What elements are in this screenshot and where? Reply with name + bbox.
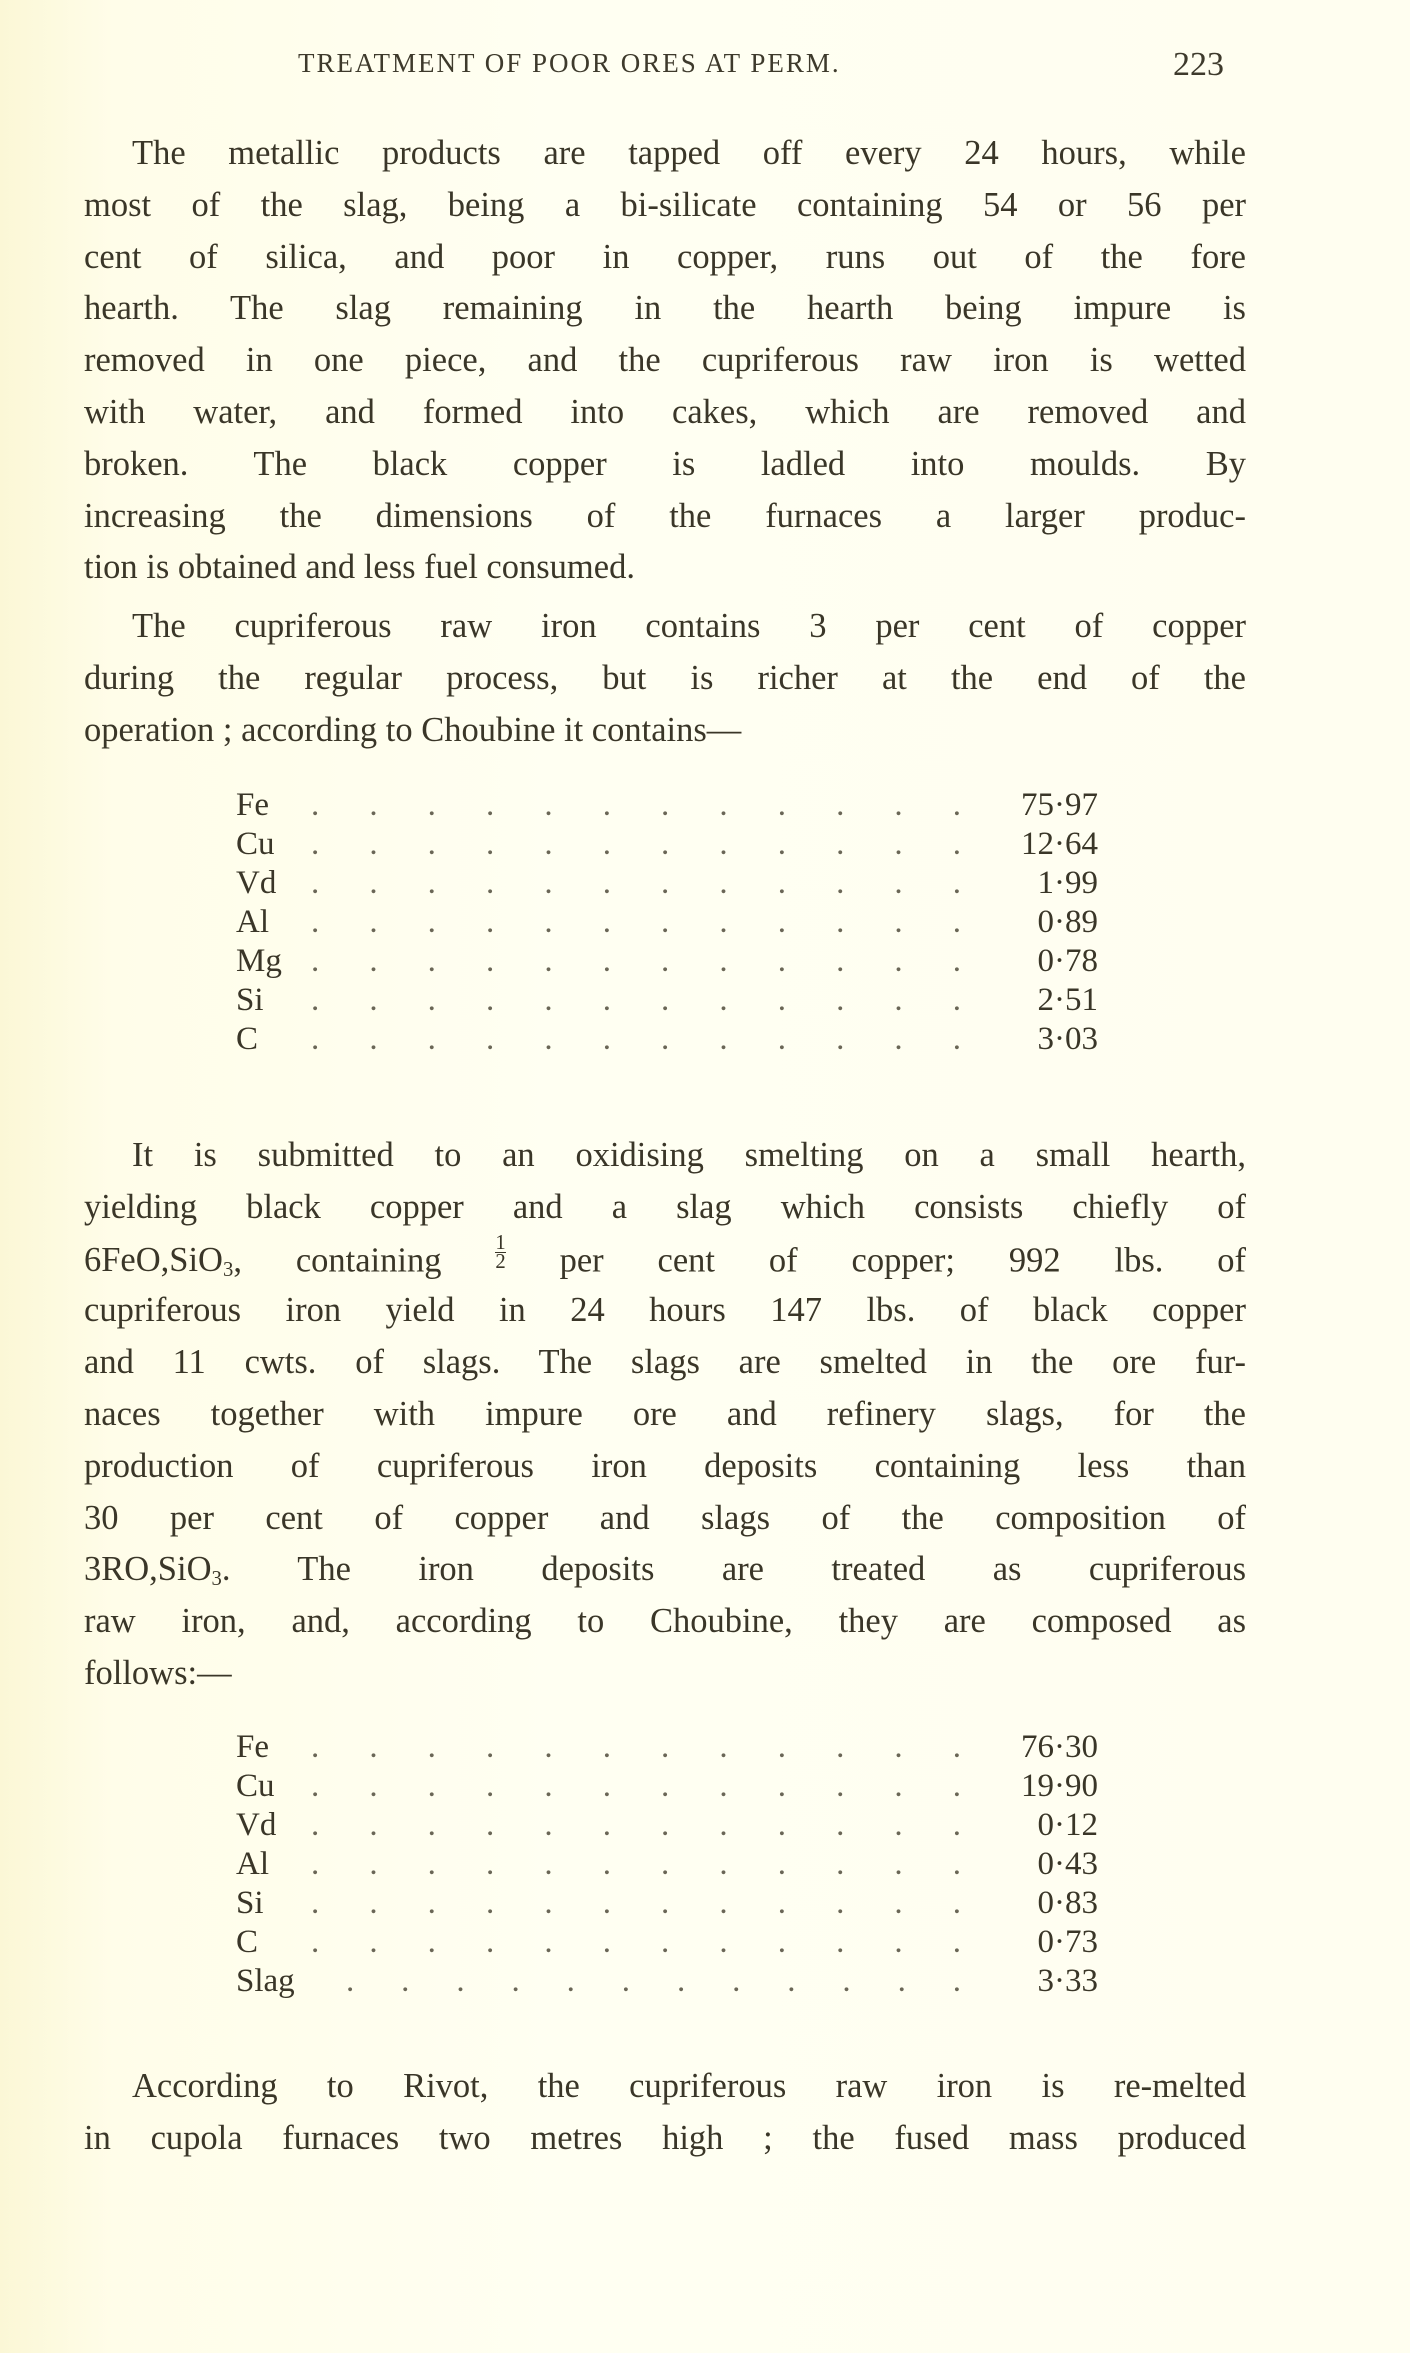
table-row xyxy=(236,942,1098,981)
element-value: 19·90 xyxy=(1021,1768,1098,1804)
running-title: TREATMENT OF POOR ORES AT PERM. xyxy=(298,48,841,78)
element-label: Cu xyxy=(236,1768,275,1804)
table-row xyxy=(236,1767,1098,1806)
element-value: 0·78 xyxy=(1037,943,1098,979)
text-line: hearth. The slag remaining in the hearth being impure is xyxy=(84,289,1246,328)
element-label: Cu xyxy=(236,826,275,862)
text-line: and 11 cwts. of slags. The slags are smelted in the ore fur- xyxy=(84,1343,1246,1382)
element-label: Si xyxy=(236,1885,264,1921)
fraction-one-half xyxy=(495,1231,506,1274)
text-line: broken. The black copper is ladled into moulds. By xyxy=(84,444,1246,483)
element-label: C xyxy=(236,1021,259,1057)
leader-dots: . . . . . . . . . . . . xyxy=(311,865,961,901)
element-value: 0·73 xyxy=(1037,1924,1098,1960)
text-line: yielding black copper and a slag which consists chiefly of xyxy=(84,1187,1246,1226)
leader-dots: . . . . . . . . . . . . xyxy=(311,1729,961,1765)
formula-3ro-sio3 xyxy=(84,1550,222,1591)
paragraph-1 xyxy=(84,128,1246,594)
table-row xyxy=(236,1728,1098,1767)
leader-dots: . . . . . . . . . . . . xyxy=(311,1846,961,1882)
text-line: production of cupriferous iron deposits containing less than xyxy=(84,1446,1246,1485)
leader-dots: . . . . . . . . . . . . xyxy=(311,1924,961,1960)
running-header xyxy=(0,48,1410,98)
element-label: Slag xyxy=(236,1963,295,1999)
table-row xyxy=(236,825,1098,864)
element-label: Si xyxy=(236,982,264,1018)
formula-subscript: 3 xyxy=(222,1259,234,1282)
text-line: in cupola furnaces two metres high ; the fused mass produced xyxy=(84,2118,1246,2157)
text-line: follows:— xyxy=(84,1653,232,1692)
leader-dots: . . . . . . . . . . . . xyxy=(311,943,961,979)
paragraph-4 xyxy=(84,2061,1246,2165)
element-value: 3·33 xyxy=(1037,1963,1098,1999)
element-label: C xyxy=(236,1924,259,1960)
text-line: operation ; according to Choubine it contains— xyxy=(84,710,742,749)
fraction-denominator: 2 xyxy=(495,1251,506,1274)
text-line: raw iron, and, according to Choubine, they are composed as xyxy=(84,1602,1246,1641)
element-value: 0·83 xyxy=(1037,1885,1098,1921)
table-row xyxy=(236,1845,1098,1884)
table-row xyxy=(236,786,1098,825)
element-label: Al xyxy=(236,904,269,940)
leader-dots: . . . . . . . . . . . . xyxy=(311,1768,961,1804)
table-row xyxy=(236,1884,1098,1923)
text-fragment: . The iron deposits are treated as cupriferous xyxy=(221,1550,1246,1589)
composition-table-raw-iron xyxy=(236,786,1098,1059)
text-line: According to Rivot, the cupriferous raw iron is re-melted xyxy=(132,2067,1246,2105)
table-row xyxy=(236,903,1098,942)
formula-text: 6FeO,SiO xyxy=(84,1241,223,1280)
text-line: naces together with impure ore and refinery slags, for the xyxy=(84,1394,1246,1433)
text-line: The cupriferous raw iron contains 3 per cent of copper xyxy=(132,607,1246,645)
leader-dots: . . . . . . . . . . . . xyxy=(311,904,961,940)
element-label: Vd xyxy=(236,1807,277,1843)
leader-dots: . . . . . . . . . . . . xyxy=(311,1807,961,1843)
table-row xyxy=(236,864,1098,903)
formula-text: 3RO,SiO xyxy=(84,1550,212,1589)
element-label: Vd xyxy=(236,865,277,901)
paragraph-3 xyxy=(84,1130,1246,1700)
text-line: The metallic products are tapped off every 24 hours, while xyxy=(132,134,1246,172)
paragraph-2 xyxy=(84,601,1246,756)
text-line: with water, and formed into cakes, which are removed and xyxy=(84,392,1246,431)
element-value: 76·30 xyxy=(1021,1729,1098,1765)
text-line: tion is obtained and less fuel consumed. xyxy=(84,548,635,587)
table-row xyxy=(236,1923,1098,1962)
table-row xyxy=(236,1806,1098,1845)
leader-dots: . . . . . . . . . . . . xyxy=(311,982,961,1018)
text-line: 30 per cent of copper and slags of the composition of xyxy=(84,1498,1246,1537)
formula-subscript: 3 xyxy=(211,1568,222,1591)
leader-dots: . . . . . . . . . . . . xyxy=(311,1021,961,1057)
leader-dots: . . . . . . . . . . . . xyxy=(311,826,961,862)
leader-dots: . . . . . . . . . . . . xyxy=(311,787,961,823)
leader-dots: . . . . . . . . . . . . xyxy=(311,1885,961,1921)
page-number: 223 xyxy=(1173,46,1224,83)
text-line: during the regular process, but is richer at the end of the xyxy=(84,658,1246,697)
table-row xyxy=(236,981,1098,1020)
text-line-formula xyxy=(84,1231,1247,1286)
text-line: cent of silica, and poor in copper, runs out of the fore xyxy=(84,237,1246,276)
table-row xyxy=(236,1020,1098,1059)
leader-dots: . . . . . . . . . . . . xyxy=(346,1963,961,1999)
composition-table-iron-deposits xyxy=(236,1728,1098,2001)
text-line: removed in one piece, and the cupriferous raw iron is wetted xyxy=(84,341,1246,380)
table-row xyxy=(236,1962,1098,2001)
element-value: 0·89 xyxy=(1037,904,1098,940)
element-value: 3·03 xyxy=(1037,1021,1098,1057)
text-line: increasing the dimensions of the furnaces a larger produc- xyxy=(84,496,1246,535)
element-label: Fe xyxy=(236,1729,269,1765)
element-label: Fe xyxy=(236,787,269,823)
text-fragment: , containing xyxy=(233,1241,442,1280)
element-value: 75·97 xyxy=(1021,787,1098,823)
text-fragment: per cent of copper; 992 lbs. of xyxy=(559,1241,1247,1280)
element-label: Al xyxy=(236,1846,269,1882)
element-label: Mg xyxy=(236,943,282,979)
element-value: 12·64 xyxy=(1021,826,1098,862)
text-line-formula xyxy=(84,1544,1246,1596)
fraction-numerator: 1 xyxy=(495,1231,506,1254)
text-line: most of the slag, being a bi-silicate containing 54 or 56 per xyxy=(84,185,1246,224)
element-value: 2·51 xyxy=(1037,982,1098,1018)
element-value: 0·12 xyxy=(1037,1807,1098,1843)
element-value: 1·99 xyxy=(1037,865,1098,901)
formula-6feo-sio3 xyxy=(84,1241,234,1282)
text-line: It is submitted to an oxidising smelting on a small hearth, xyxy=(132,1136,1246,1174)
text-line: cupriferous iron yield in 24 hours 147 lbs. of black copper xyxy=(84,1291,1246,1330)
element-value: 0·43 xyxy=(1037,1846,1098,1882)
